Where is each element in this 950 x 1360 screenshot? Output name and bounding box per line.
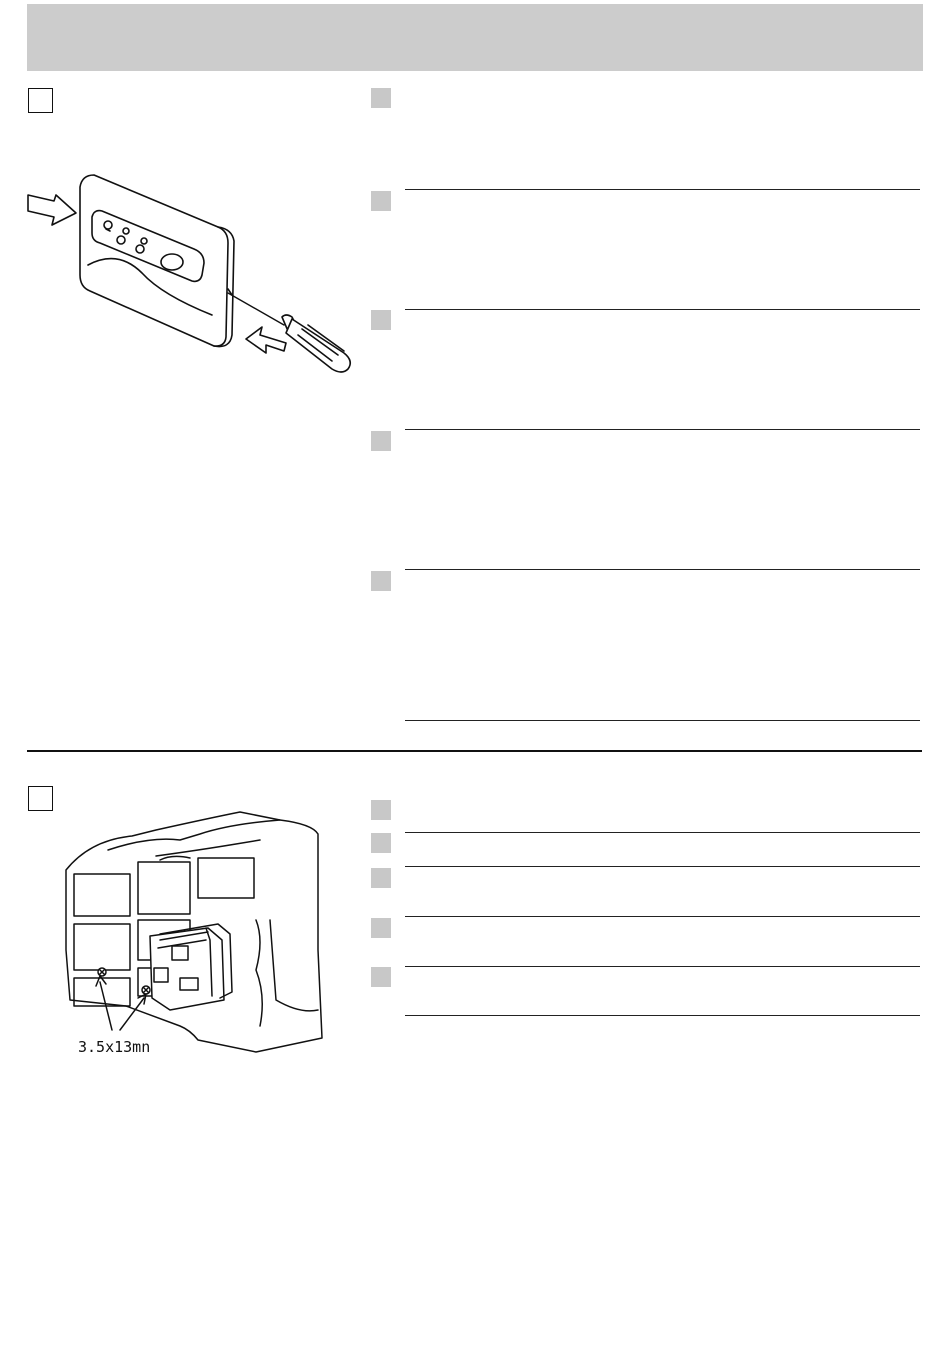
bullet-1-5 — [371, 571, 391, 591]
rule-1-3 — [405, 429, 920, 430]
rule-2-5 — [405, 1015, 920, 1016]
step-box-2 — [28, 786, 53, 811]
bullet-1-3 — [371, 310, 391, 330]
step-box-1 — [28, 88, 53, 113]
rule-1-2 — [405, 309, 920, 310]
rule-2-4 — [405, 966, 920, 967]
rule-1-1 — [405, 189, 920, 190]
rule-2-1 — [405, 832, 920, 833]
push-arrow-lower-icon — [246, 327, 286, 353]
rule-1-5 — [405, 720, 920, 721]
rule-1-4 — [405, 569, 920, 570]
section-divider — [27, 750, 922, 752]
unit-opening-illustration — [22, 165, 362, 380]
header-bar — [27, 4, 923, 71]
rule-2-3 — [405, 916, 920, 917]
wall-mount-illustration — [60, 800, 330, 1062]
push-arrow-left-icon — [28, 195, 76, 225]
bullet-2-1 — [371, 800, 391, 820]
bullet-1-4 — [371, 431, 391, 451]
bullet-2-3 — [371, 868, 391, 888]
screw-size-label: 3.5x13mn — [78, 1038, 151, 1056]
bullet-2-4 — [371, 918, 391, 938]
bullet-2-2 — [371, 833, 391, 853]
rule-2-2 — [405, 866, 920, 867]
bullet-1-1 — [371, 88, 391, 108]
bullet-1-2 — [371, 191, 391, 211]
bullet-2-5 — [371, 967, 391, 987]
